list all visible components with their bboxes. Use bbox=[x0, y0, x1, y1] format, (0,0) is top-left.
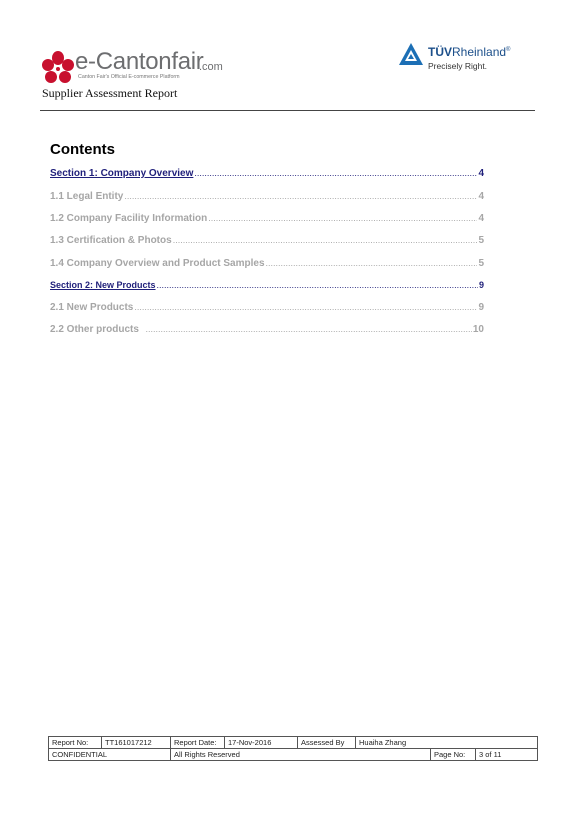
assessed-by-label: Assessed By bbox=[298, 737, 356, 749]
page-no-label: Page No: bbox=[431, 749, 476, 761]
toc-entry-page: 5 bbox=[478, 235, 484, 246]
report-no-label: Report No: bbox=[49, 737, 102, 749]
footer-row-report bbox=[49, 737, 538, 749]
certifier-name-bold: TÜV bbox=[428, 45, 452, 59]
registered-mark: ® bbox=[506, 47, 511, 53]
toc-leader bbox=[157, 280, 478, 290]
page-no-value: 3 of 11 bbox=[476, 749, 538, 761]
toc-entry-section-1[interactable] bbox=[50, 168, 484, 182]
brand-suffix: .com bbox=[199, 61, 223, 73]
assessed-by-value: Huaiha Zhang bbox=[356, 737, 538, 749]
tuv-rheinland-logo bbox=[398, 38, 528, 78]
certifier-name-rest: Rheinland bbox=[452, 45, 507, 59]
toc-entry-2-1[interactable] bbox=[50, 302, 484, 316]
toc-leader bbox=[266, 258, 478, 268]
toc-leader bbox=[173, 235, 478, 245]
e-cantonfair-logo bbox=[40, 48, 223, 90]
toc-entry-label: 2.2 Other products bbox=[50, 324, 145, 335]
toc-entry-label: 1.3 Certification & Photos bbox=[50, 235, 172, 246]
toc-entry-1-1[interactable] bbox=[50, 191, 484, 205]
toc-entry-label: 1.1 Legal Entity bbox=[50, 191, 124, 202]
toc-entry-label: Section 1: Company Overview bbox=[50, 168, 194, 179]
toc-entry-label: Section 2: New Products bbox=[50, 280, 156, 290]
report-no-value: TT161017212 bbox=[102, 737, 171, 749]
toc-entry-page: 4 bbox=[478, 168, 484, 179]
certifier-slogan: Precisely Right. bbox=[428, 61, 488, 71]
toc-leader bbox=[194, 168, 477, 178]
toc-entry-label: 2.1 New Products bbox=[50, 302, 134, 313]
report-date-label: Report Date: bbox=[171, 737, 225, 749]
toc-entry-page: 10 bbox=[472, 324, 484, 335]
toc-leader bbox=[124, 191, 477, 201]
rights-label: All Rights Reserved bbox=[171, 749, 431, 761]
toc-leader bbox=[134, 302, 477, 312]
report-date-value: 17-Nov-2016 bbox=[225, 737, 298, 749]
triangle-logo-icon bbox=[398, 42, 424, 66]
flower-logo-icon bbox=[40, 50, 76, 86]
toc-entry-1-3[interactable] bbox=[50, 235, 484, 249]
footer-table bbox=[48, 736, 538, 761]
toc-leader bbox=[208, 213, 477, 223]
contents-heading: Contents bbox=[50, 141, 115, 158]
report-title: Supplier Assessment Report bbox=[42, 86, 178, 100]
toc-entry-label: 1.2 Company Facility Information bbox=[50, 213, 208, 224]
toc-leader bbox=[145, 324, 471, 334]
toc-entry-page: 9 bbox=[478, 302, 484, 313]
toc-entry-page: 4 bbox=[478, 213, 484, 224]
toc-entry-page: 9 bbox=[478, 280, 484, 290]
toc-entry-2-2[interactable] bbox=[50, 324, 484, 338]
brand-tagline: Canton Fair's Official E-commerce Platform bbox=[78, 74, 180, 80]
footer-row-rights bbox=[49, 749, 538, 761]
toc-entry-section-2[interactable] bbox=[50, 280, 484, 294]
certifier-name bbox=[428, 45, 510, 59]
toc-entry-page: 4 bbox=[478, 191, 484, 202]
header-divider bbox=[40, 110, 535, 111]
toc-entry-1-4[interactable] bbox=[50, 258, 484, 272]
toc-entry-label: 1.4 Company Overview and Product Samples bbox=[50, 258, 265, 269]
toc-entry-page: 5 bbox=[478, 258, 484, 269]
brand-name: e-Cantonfair bbox=[75, 48, 204, 75]
toc-entry-1-2[interactable] bbox=[50, 213, 484, 227]
confidential-label: CONFIDENTIAL bbox=[49, 749, 171, 761]
